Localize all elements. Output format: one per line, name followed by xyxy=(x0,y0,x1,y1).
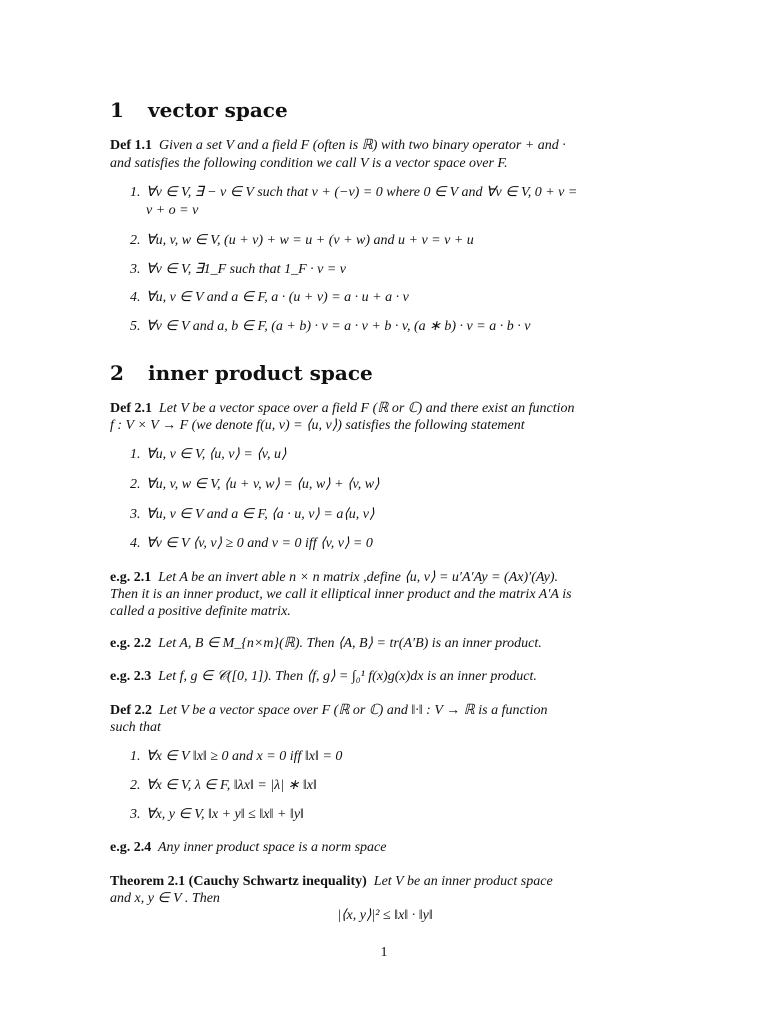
list-text: ∀x ∈ V, λ ∈ F, ‖λx‖ = |λ| ∗ ‖x‖ xyxy=(146,778,317,793)
list-number: 2. xyxy=(130,477,141,492)
example-label: e.g. 2.1 xyxy=(110,570,152,585)
list-number: 1. xyxy=(130,447,141,462)
def-2-1-line-1 xyxy=(110,400,660,418)
theorem-2-1-line-2: and x, y ∈ V . Then xyxy=(110,891,220,906)
list-number: 3. xyxy=(130,807,141,822)
list-text: ∀x, y ∈ V, ‖x + y‖ ≤ ‖x‖ + ‖y‖ xyxy=(146,807,304,822)
list-number: 2. xyxy=(130,233,141,248)
list-number: 1. xyxy=(130,749,141,764)
list-number: 3. xyxy=(130,262,141,277)
section-heading-vector-space xyxy=(110,98,288,122)
example-text: Let A be an invert able n × n matrix ,define ⟨u, v⟩ = u′A′Ay = (Ax)′(Ay). xyxy=(158,570,559,585)
list-item xyxy=(130,535,660,553)
list-number: 1. xyxy=(130,185,141,200)
list-item xyxy=(130,318,660,336)
list-item xyxy=(130,184,660,202)
example-text: Any inner product space is a norm space xyxy=(157,840,387,855)
list-text: ∀v ∈ V, ∃ − v ∈ V such that v + (−v) = 0 where 0 ∈ V and ∀v ∈ V, 0 + v = xyxy=(146,185,578,200)
list-text: ∀v ∈ V and a, b ∈ F, (a + b) · v = a · v + b · v, (a ∗ b) · v = a · b · v xyxy=(146,319,531,334)
section-title: vector space xyxy=(148,98,288,122)
list-text: ∀v ∈ V ⟨v, v⟩ ≥ 0 and v = 0 iff ⟨v, v⟩ = 0 xyxy=(146,536,373,551)
list-number: 5. xyxy=(130,319,141,334)
example-label: e.g. 2.2 xyxy=(110,636,152,651)
theorem-label: Theorem 2.1 (Cauchy Schwartz inequality) xyxy=(110,874,367,889)
def-1-1-line-1 xyxy=(110,137,660,155)
list-item xyxy=(130,476,660,494)
def-text: Let V be a vector space over F (ℝ or ℂ) and ‖·‖ : V → ℝ is a function xyxy=(159,703,548,718)
example-label: e.g. 2.3 xyxy=(110,669,152,684)
list-item xyxy=(130,777,660,795)
page-number: 1 xyxy=(380,945,388,960)
list-number: 3. xyxy=(130,507,141,522)
list-item xyxy=(130,289,660,307)
section-heading-inner-product-space xyxy=(110,361,373,385)
list-item xyxy=(130,232,660,250)
section-title: inner product space xyxy=(148,361,373,385)
list-item xyxy=(130,506,660,524)
theorem-formula: |⟨x, y⟩|² ≤ ‖x‖ · ‖y‖ xyxy=(337,908,433,923)
list-number: 4. xyxy=(130,290,141,305)
eg-2-1-line-2: Then it is an inner product, we call it elliptical inner product and the matrix A′A is xyxy=(110,587,572,602)
def-text: Given a set V and a field F (often is ℝ) with two binary operator + and · xyxy=(159,138,566,153)
list-item xyxy=(130,806,660,824)
list-number: 4. xyxy=(130,536,141,551)
list-text: ∀u, v, w ∈ V, (u + v) + w = u + (v + w) and u + v = v + u xyxy=(146,233,474,248)
def-1-1-line-2: and satisfies the following condition we call V is a vector space over F. xyxy=(110,156,508,171)
section-number: 2 xyxy=(110,361,124,385)
def-2-2-line-2: such that xyxy=(110,720,161,735)
example-label: e.g. 2.4 xyxy=(110,840,152,855)
eg-2-1-line-1 xyxy=(110,569,660,587)
list-text: ∀u, v ∈ V, ⟨u, v⟩ = ⟨v, u⟩ xyxy=(146,447,287,462)
def-2-2-line-1 xyxy=(110,702,660,720)
list-text: ∀u, v ∈ V and a ∈ F, a · (u + v) = a · u + a · v xyxy=(146,290,409,305)
list-text: ∀u, v, w ∈ V, ⟨u + v, w⟩ = ⟨u, w⟩ + ⟨v, w⟩ xyxy=(146,477,380,492)
list-text: ∀v ∈ V, ∃1_F such that 1_F · v = v xyxy=(146,262,346,277)
section-number: 1 xyxy=(110,98,124,122)
list-item xyxy=(130,446,660,464)
eg-2-3 xyxy=(110,668,660,686)
list-item xyxy=(130,748,660,766)
eg-2-1-line-3: called a positive definite matrix. xyxy=(110,604,291,619)
example-text: Let f, g ∈ 𝒞([0, 1]). Then ⟨f, g⟩ = ∫₀¹ f(x)g(x)dx is an inner product. xyxy=(158,669,537,684)
def-2-1-line-2: f : V × V → F (we denote f(u, v) = ⟨u, v⟩) satisfies the following statement xyxy=(110,418,525,433)
list-item-continuation: v + o = v xyxy=(146,203,199,218)
def-label: Def 2.2 xyxy=(110,703,152,718)
eg-2-4 xyxy=(110,839,660,857)
def-text: Let V be a vector space over a field F (ℝ or ℂ) and there exist an function xyxy=(159,401,575,416)
def-label: Def 2.1 xyxy=(110,401,152,416)
example-text: Let A, B ∈ M_{n×m}(ℝ). Then ⟨A, B⟩ = tr(A′B) is an inner product. xyxy=(158,636,542,651)
theorem-2-1-line-1 xyxy=(110,873,660,891)
list-text: ∀u, v ∈ V and a ∈ F, ⟨a · u, v⟩ = a⟨u, v⟩ xyxy=(146,507,375,522)
list-number: 2. xyxy=(130,778,141,793)
theorem-text: Let V be an inner product space xyxy=(373,874,553,889)
list-text: ∀x ∈ V ‖x‖ ≥ 0 and x = 0 iff ‖x‖ = 0 xyxy=(146,749,343,764)
eg-2-2 xyxy=(110,635,660,653)
list-item xyxy=(130,261,660,279)
def-label: Def 1.1 xyxy=(110,138,152,153)
